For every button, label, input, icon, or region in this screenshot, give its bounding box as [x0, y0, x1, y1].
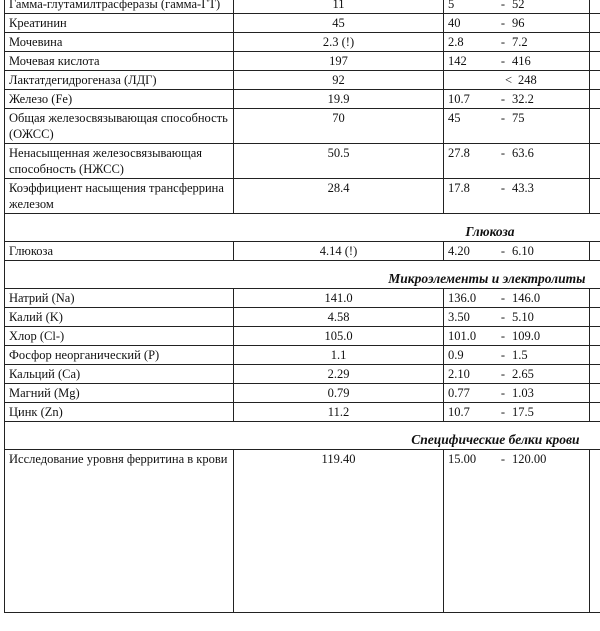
reference-range: [444, 52, 590, 71]
test-name: Фосфор неорганический (P): [5, 346, 234, 365]
test-value: 70: [234, 109, 444, 144]
reference-range: [444, 14, 590, 33]
result-row: [5, 403, 600, 422]
range-dash: -: [500, 146, 506, 160]
section-title: Специфические белки крови: [411, 432, 580, 447]
section-spacer: [5, 422, 234, 450]
result-row: [5, 308, 600, 327]
result-row: [5, 0, 600, 14]
test-name: Креатинин: [5, 14, 234, 33]
units-cell: [590, 179, 600, 214]
test-name: Магний (Mg): [5, 384, 234, 403]
range-high: 248: [518, 73, 537, 87]
units-cell: [590, 403, 600, 422]
section-header-row: [5, 422, 600, 450]
range-low: 0.9: [448, 348, 464, 362]
range-high: 63.6: [512, 146, 534, 160]
test-name: Мочевая кислота: [5, 52, 234, 71]
reference-range: [444, 308, 590, 327]
range-dash: -: [500, 92, 506, 106]
test-name: Коэффициент насыщения трансферрина железом: [5, 179, 234, 214]
result-row: [5, 71, 600, 90]
units-cell: [590, 242, 600, 261]
reference-range: [444, 450, 590, 613]
reference-range: [444, 33, 590, 52]
section-spacer: [5, 261, 234, 289]
reference-range: [444, 71, 590, 90]
range-dash: -: [500, 367, 506, 381]
result-row: [5, 109, 600, 144]
result-row: [5, 346, 600, 365]
reference-range: [444, 109, 590, 144]
reference-range: [444, 0, 590, 14]
range-dash: -: [500, 405, 506, 419]
test-name: Ненасыщенная железосвязывающая способность (НЖСС): [5, 144, 234, 179]
section-header-row: [5, 214, 600, 242]
test-value: 4.14 (!): [234, 242, 444, 261]
units-cell: [590, 365, 600, 384]
reference-range: [444, 289, 590, 308]
test-name: Цинк (Zn): [5, 403, 234, 422]
units-cell: [590, 33, 600, 52]
result-row: [5, 327, 600, 346]
range-low: 101.0: [448, 329, 477, 343]
range-dash: -: [500, 452, 506, 466]
range-low: 0.77: [448, 386, 470, 400]
test-name: Лактатдегидрогеназа (ЛДГ): [5, 71, 234, 90]
test-name: Общая железосвязывающая способность (ОЖСС): [5, 109, 234, 144]
test-name: Мочевина: [5, 33, 234, 52]
range-dash: -: [500, 310, 506, 324]
test-name: Гамма-глутамилтрасферазы (гамма-ГТ): [5, 0, 234, 14]
range-low: 15.00: [448, 452, 477, 466]
reference-range: [444, 144, 590, 179]
reference-range: [444, 90, 590, 109]
test-value: 2.29: [234, 365, 444, 384]
units-cell: [590, 346, 600, 365]
reference-range: [444, 403, 590, 422]
units-cell: [590, 71, 600, 90]
range-low: 5: [448, 0, 455, 11]
test-value: 4.58: [234, 308, 444, 327]
test-value: 0.79: [234, 384, 444, 403]
range-high: 52: [512, 0, 525, 11]
range-low: 10.7: [448, 92, 470, 106]
range-dash: -: [500, 329, 506, 343]
range-low: 142: [448, 54, 467, 68]
test-name: Кальций (Ca): [5, 365, 234, 384]
test-value: 50.5: [234, 144, 444, 179]
range-dash: -: [500, 16, 506, 30]
range-low: 2.10: [448, 367, 470, 381]
test-value: 2.3 (!): [234, 33, 444, 52]
reference-range: [444, 179, 590, 214]
test-value: 11: [234, 0, 444, 14]
range-high: 120.00: [512, 452, 547, 466]
test-name: Железо (Fe): [5, 90, 234, 109]
section-spacer: [590, 214, 600, 242]
test-value: 105.0: [234, 327, 444, 346]
range-low: 40: [448, 16, 461, 30]
test-value: 197: [234, 52, 444, 71]
range-dash: -: [500, 244, 506, 258]
result-row: [5, 289, 600, 308]
test-value: 92: [234, 71, 444, 90]
section-title: Микроэлементы и электролиты: [388, 271, 586, 286]
units-cell: [590, 0, 600, 14]
units-cell: [590, 289, 600, 308]
result-row: [5, 450, 600, 613]
result-row: [5, 242, 600, 261]
range-dash: -: [500, 348, 506, 362]
range-low: 136.0: [448, 291, 477, 305]
result-row: [5, 14, 600, 33]
range-low: 4.20: [448, 244, 470, 258]
result-row: [5, 365, 600, 384]
range-high: 75: [512, 111, 525, 125]
section-spacer: [590, 261, 600, 289]
section-title: Глюкоза: [465, 224, 515, 239]
result-row: [5, 384, 600, 403]
result-row: [5, 144, 600, 179]
range-high: 43.3: [512, 181, 534, 195]
range-high: 416: [512, 54, 531, 68]
test-value: 45: [234, 14, 444, 33]
section-title-cell: [234, 214, 590, 242]
range-high: 6.10: [512, 244, 534, 258]
units-cell: [590, 450, 600, 613]
reference-range: [444, 346, 590, 365]
range-low: 45: [448, 111, 461, 125]
test-name: Исследование уровня ферритина в крови: [5, 450, 234, 613]
test-value: 11.2: [234, 403, 444, 422]
range-dash: -: [500, 111, 506, 125]
range-low: 3.50: [448, 310, 470, 324]
test-name: Калий (K): [5, 308, 234, 327]
range-low: 2.8: [448, 35, 464, 49]
test-value: 1.1: [234, 346, 444, 365]
range-high: 109.0: [512, 329, 541, 343]
range-dash: -: [500, 0, 506, 11]
range-low: 10.7: [448, 405, 470, 419]
range-dash: -: [500, 291, 506, 305]
lab-results-table: [4, 0, 600, 613]
test-value: 19.9: [234, 90, 444, 109]
section-spacer: [5, 214, 234, 242]
range-dash: -: [500, 54, 506, 68]
test-value: 119.40: [234, 450, 444, 613]
section-title-cell: [234, 261, 590, 289]
range-high: 32.2: [512, 92, 534, 106]
test-value: 28.4: [234, 179, 444, 214]
units-cell: [590, 90, 600, 109]
result-row: [5, 90, 600, 109]
result-row: [5, 52, 600, 71]
range-high: 2.65: [512, 367, 534, 381]
test-name: Глюкоза: [5, 242, 234, 261]
range-high: 17.5: [512, 405, 534, 419]
range-high: 96: [512, 16, 525, 30]
test-name: Натрий (Na): [5, 289, 234, 308]
range-low: 17.8: [448, 181, 470, 195]
range-less-than: <: [504, 73, 512, 87]
units-cell: [590, 327, 600, 346]
range-high: 7.2: [512, 35, 528, 49]
result-row: [5, 179, 600, 214]
range-dash: -: [500, 35, 506, 49]
units-cell: [590, 109, 600, 144]
range-high: 146.0: [512, 291, 541, 305]
reference-range: [444, 384, 590, 403]
reference-range: [444, 242, 590, 261]
units-cell: [590, 144, 600, 179]
range-dash: -: [500, 181, 506, 195]
reference-range: [444, 365, 590, 384]
range-high: 5.10: [512, 310, 534, 324]
section-header-row: [5, 261, 600, 289]
reference-range: [444, 327, 590, 346]
range-high: 1.03: [512, 386, 534, 400]
section-spacer: [590, 422, 600, 450]
units-cell: [590, 52, 600, 71]
range-high: 1.5: [512, 348, 528, 362]
range-dash: -: [500, 386, 506, 400]
test-value: 141.0: [234, 289, 444, 308]
section-title-cell: [234, 422, 590, 450]
result-row: [5, 33, 600, 52]
test-name: Хлор (Cl-): [5, 327, 234, 346]
range-low: 27.8: [448, 146, 470, 160]
units-cell: [590, 308, 600, 327]
units-cell: [590, 384, 600, 403]
units-cell: [590, 14, 600, 33]
